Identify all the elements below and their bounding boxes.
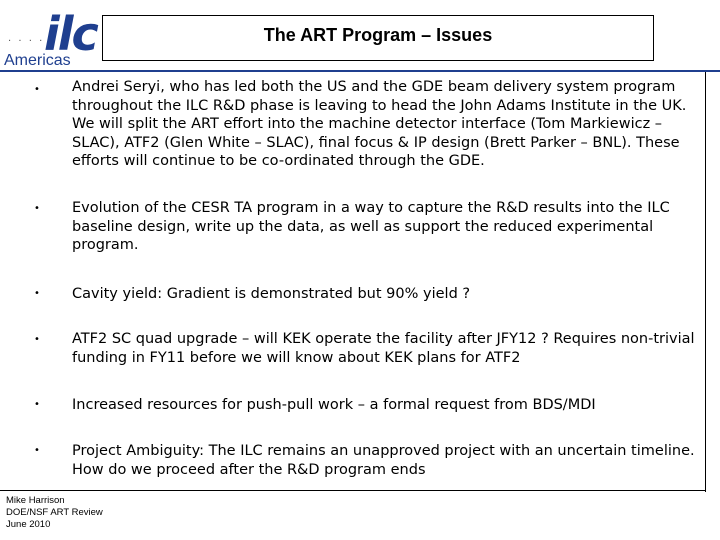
logo-dots: · · · ·: [8, 36, 45, 47]
bullet-6: •: [34, 445, 40, 456]
footer-date: June 2010: [6, 519, 51, 530]
bullet-3: •: [34, 288, 40, 299]
header-divider: [0, 70, 720, 72]
list-item-1: Andrei Seryi, who has led both the US and the GDE beam delivery system program throughout the ILC R&D phase is leaving to head the John Adams Institute in the UK. We will split the ART effort into the machine detector interface (Tom Markiewicz – SLAC), ATF2 (Glen White – SLAC), final focus & IP design (Brett Parker – BNL). These efforts will continue to be co-ordinated through the GDE.: [72, 79, 687, 169]
bullet-5: •: [34, 399, 40, 410]
region-label: Americas: [4, 52, 71, 69]
footer-venue: DOE/NSF ART Review: [6, 507, 103, 518]
footer: [6, 495, 103, 531]
footer-author: Mike Harrison: [6, 495, 65, 506]
list-item-2: Evolution of the CESR TA program in a way to capture the R&D results into the ILC baseline design, write up the data, as well as support the reduced experimental program.: [72, 200, 670, 253]
bullet-2: •: [34, 203, 40, 214]
bottom-divider: [0, 490, 706, 491]
list-item-5: Increased resources for push-pull work – a formal request from BDS/MDI: [72, 397, 596, 413]
page-title: The ART Program – Issues: [263, 25, 493, 45]
right-border: [705, 72, 706, 492]
list-item-4: ATF2 SC quad upgrade – will KEK operate the facility after JFY12 ? Requires non-trivial funding in FY11 before we will know about KEK plans for ATF2: [72, 331, 695, 366]
bullet-1: •: [34, 84, 40, 95]
list-item-3: Cavity yield: Gradient is demonstrated but 90% yield ?: [72, 286, 471, 302]
list-item-6: Project Ambiguity: The ILC remains an unapproved project with an uncertain timeline. How do we proceed after the R&D program ends: [72, 443, 695, 478]
title-box: [102, 15, 654, 61]
ilc-logo-mark: ilc: [44, 7, 97, 61]
bullet-4: •: [34, 334, 40, 345]
